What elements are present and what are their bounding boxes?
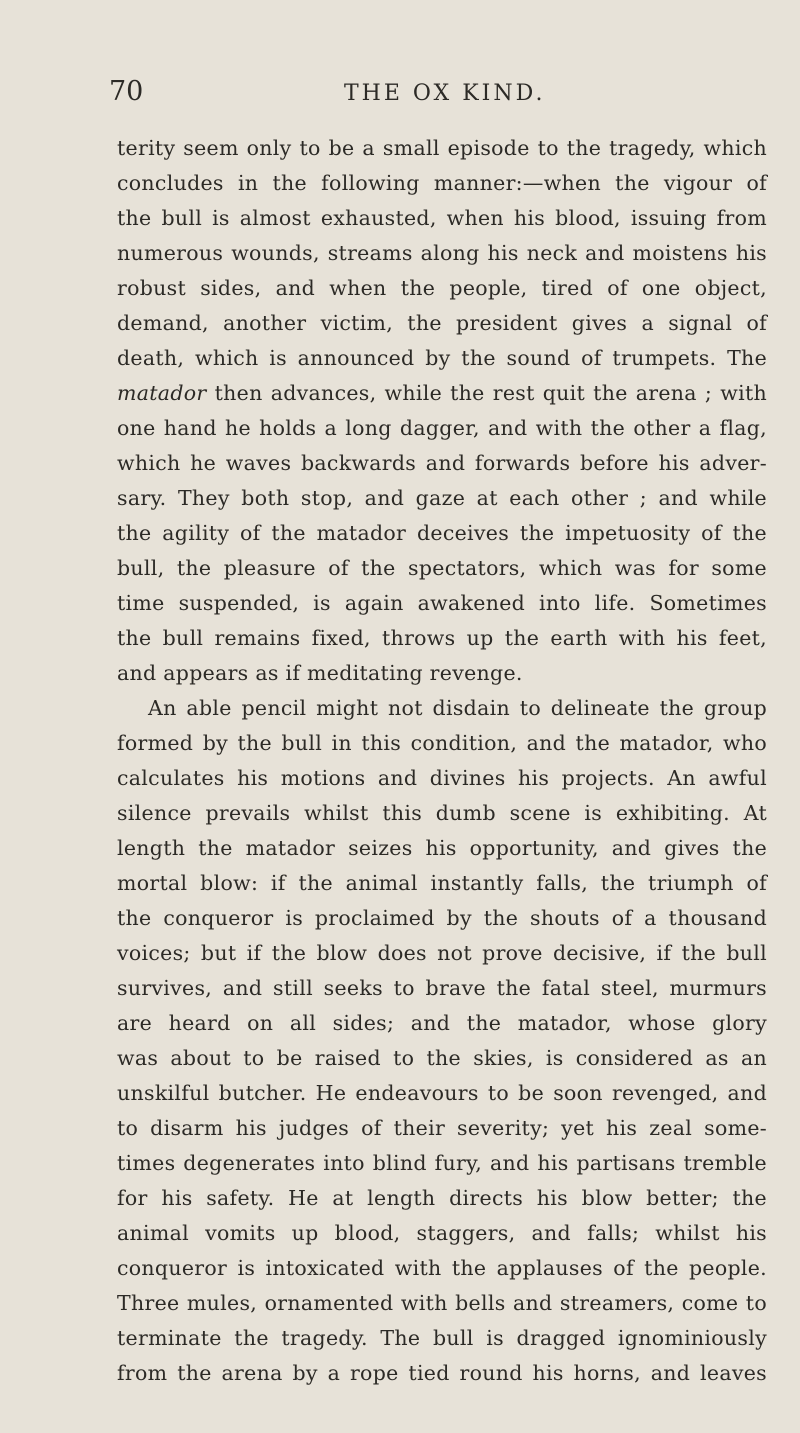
paragraph-last-line: and appears as if meditating revenge. [117, 661, 523, 685]
text-line: Three mules, ornamented with bells and streamers, come to [117, 1291, 767, 1315]
text-line [117, 376, 767, 411]
text-line: unskilful butcher. He endeavours to be soon revenged, and [117, 1081, 767, 1105]
text-line: sary. They both stop, and gaze at each other ; and while [117, 486, 767, 510]
text-line: length the matador seizes his opportunity, and gives the [117, 836, 767, 860]
text-line: the agility of the matador deceives the impetuosity of the [117, 521, 767, 545]
text-line: which he waves backwards and forwards before his adver- [117, 451, 767, 475]
text-line: the conqueror is proclaimed by the shouts of a thousand [117, 906, 767, 930]
running-head [0, 76, 800, 116]
text-line: animal vomits up blood, staggers, and falls; whilst his [117, 1221, 767, 1245]
text-line: one hand he holds a long dagger, and with the other a flag, [117, 416, 767, 440]
text-line: for his safety. He at length directs his blow better; the [117, 1186, 767, 1210]
text-line: survives, and still seeks to brave the fatal steel, murmurs [117, 976, 767, 1000]
italic-word: matador [117, 381, 207, 405]
text-line: to disarm his judges of their severity; yet his zeal some- [117, 1116, 767, 1140]
text-line: calculates his motions and divines his projects. An awful [117, 766, 767, 790]
text-line: from the arena by a rope tied round his horns, and leaves [117, 1361, 767, 1385]
text-line: concludes in the following manner:—when the vigour of [117, 171, 767, 195]
text-line: time suspended, is again awakened into life. Sometimes [117, 591, 767, 615]
text-line: voices; but if the blow does not prove decisive, if the bull [117, 941, 767, 965]
body-text [117, 131, 767, 1391]
text-line: formed by the bull in this condition, and the matador, who [117, 731, 767, 755]
text-line: bull, the pleasure of the spectators, which was for some [117, 556, 767, 580]
text-line: robust sides, and when the people, tired of one object, [117, 276, 767, 300]
text-line: numerous wounds, streams along his neck and moistens his [117, 241, 767, 265]
text-line-rest: then advances, while the rest quit the arena ; with [214, 381, 767, 405]
text-line: mortal blow: if the animal instantly falls, the triumph of [117, 871, 767, 895]
text-line: was about to be raised to the skies, is considered as an [117, 1046, 767, 1070]
text-line: terminate the tragedy. The bull is dragged ignominiously [117, 1326, 767, 1350]
text-line: the bull is almost exhausted, when his blood, issuing from [117, 206, 767, 230]
text-line: conqueror is intoxicated with the applauses of the people. [117, 1256, 767, 1280]
paragraph-first-line: An able pencil might not disdain to delineate the group [148, 696, 767, 720]
text-line: times degenerates into blind fury, and his partisans tremble [117, 1151, 767, 1175]
running-title: THE OX KIND. [344, 81, 546, 106]
text-line: terity seem only to be a small episode to the tragedy, which [117, 136, 767, 160]
text-line: silence prevails whilst this dumb scene is exhibiting. At [117, 801, 767, 825]
text-line: demand, another victim, the president gives a signal of [117, 311, 767, 335]
page-number: 70 [109, 76, 144, 107]
text-line: the bull remains fixed, throws up the earth with his feet, [117, 626, 767, 650]
text-line: death, which is announced by the sound of trumpets. The [117, 346, 767, 370]
text-line: are heard on all sides; and the matador, whose glory [117, 1011, 767, 1035]
